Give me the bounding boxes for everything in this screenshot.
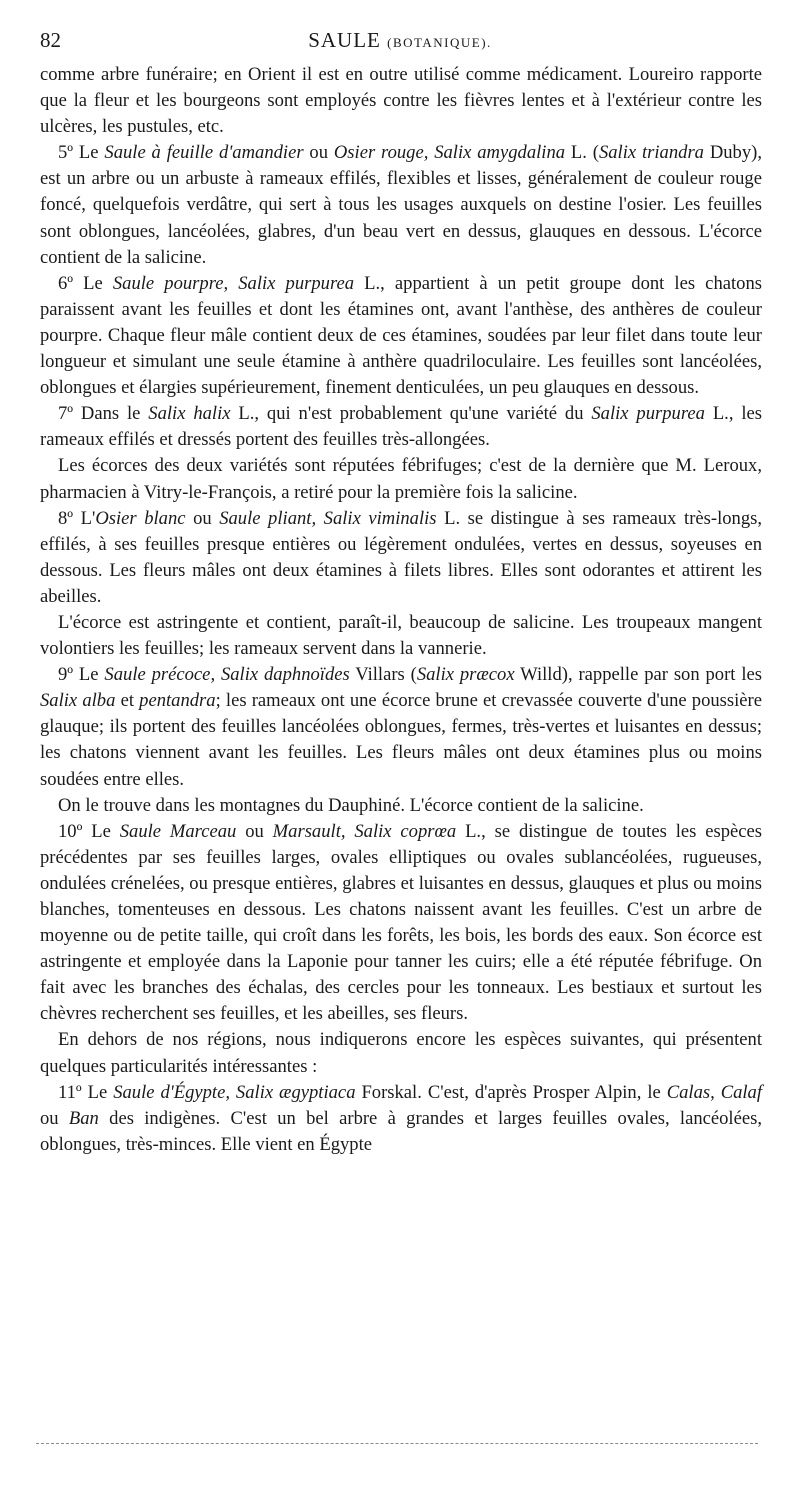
text-run: L., appartient à un petit groupe dont les chatons paraissent avant les feuilles et dont les étamines ont, avant l'anthèse, des anthères de couleur pourpre. Chaque fleur mâle contient deux de ces étamines, soudées par leur filet dans toute leur longueur et simulant une seule étamine à anthère quadriloculaire. Les feuilles sont lancéolées, oblongues et élargies supérieurement, finement denticulées, un peu glauques en dessous.	[40, 272, 762, 399]
text-run: des indigènes. C'est un bel arbre à grandes et larges feuilles ovales, lancéolées, oblongues, très-minces. Elle vient en Égypte	[40, 1107, 762, 1155]
text-run: 10º Le	[58, 820, 120, 842]
text-run: 5º Le	[58, 142, 105, 164]
paragraph	[40, 140, 762, 270]
paragraph	[40, 793, 762, 819]
italic-run: Saule Marceau	[119, 820, 237, 842]
text-run: et	[115, 690, 140, 712]
paragraph	[40, 662, 762, 792]
text-run: En dehors de nos régions, nous indiquerons encore les espèces suivantes, qui présentent quelques particularités intéressantes :	[40, 1029, 762, 1077]
text-run: Willd), rappelle par son port les	[514, 664, 762, 686]
text-run: On le trouve dans les montagnes du Dauphiné. L'écorce contient de la salicine.	[58, 794, 644, 816]
paragraph	[40, 1080, 762, 1158]
italic-run: Osier rouge, Salix amygdalina	[333, 142, 566, 164]
text-run: 6º Le	[58, 272, 113, 294]
paragraph	[40, 1027, 762, 1079]
italic-run: pentandra	[139, 690, 216, 712]
text-run: ou	[236, 820, 273, 842]
paragraph	[40, 62, 762, 140]
text-run: Duby), est un arbre ou un arbuste à rameaux effilés, flexibles et lisses, généralement de couleur rouge foncé, quelquefois verdâtre, qui sert à tous les usages auxquels on destine l'osier. Les feuilles sont oblongues, lancéolées, glabres, d'un beau vert en dessus, glauques en dessous. L'écorce contient de la salicine.	[40, 142, 762, 268]
italic-run: Salix triandra	[598, 142, 704, 164]
italic-run: Osier blanc	[95, 507, 186, 529]
text-run: Les écorces des deux variétés sont réputées fébrifuges; c'est de la dernière que M. Leroux, pharmacien à Vitry-le-François, a retiré pour la première fois la salicine.	[40, 455, 762, 503]
text-run: 9º Le	[58, 664, 105, 686]
italic-run: Saule d'Égypte, Salix ægyptiaca	[113, 1081, 356, 1103]
text-run: L., se distingue de toutes les espèces précédentes par ses feuilles larges, ovales elliptiques ou ovales sublancéolées, rugueuses, ondulées crénelées, ou presque entières, glabres et luisantes en dessus, glauques et plus ou moins blanches, tomenteuses en dessous. Les chatons naissent avant les feuilles. C'est un arbre de moyenne ou de petite taille, qui croît dans les forêts, les bois, les bords des eaux. Son écorce est astringente et employée dans la Laponie pour tanner les cuirs; elle a été réputée fébrifuge. On fait avec les branches des échalas, des cercles pour les tonneaux. Les bestiaux et surtout les chèvres recherchent ses feuilles, et les abeilles, ses fleurs.	[40, 820, 762, 1025]
text-run: L. se distingue à ses rameaux très-longs, effilés, à ses feuilles presque entières ou légèrement ondulées, vertes en dessus, soyeuses en dessous. Les fleurs mâles ont deux étamines à filets libres. Elles sont odorantes et attirent les abeilles.	[40, 507, 763, 607]
italic-run: Salix halix	[148, 403, 231, 425]
text-run: 8º L'	[58, 507, 96, 529]
page-number: 82	[40, 28, 61, 52]
text-run: L., les rameaux effilés et dressés portent des feuilles très-allongées.	[40, 403, 762, 451]
italic-run: Marsault, Salix coprœa	[272, 820, 457, 842]
text-run: L. (	[565, 142, 599, 164]
paragraph	[40, 610, 762, 662]
italic-run: Saule à feuille d'amandier	[104, 142, 304, 164]
text-run: L'écorce est astringente et contient, paraît-il, beaucoup de salicine. Les troupeaux mangent volontiers les feuilles; les rameaux servent dans la vannerie.	[40, 611, 762, 660]
paragraph	[40, 506, 762, 610]
italic-run: Ban	[68, 1107, 99, 1129]
body-text	[40, 62, 762, 1158]
running-title-sub: (BOTANIQUE).	[387, 35, 492, 50]
italic-run: Saule pourpre, Salix purpurea	[112, 272, 355, 294]
paragraph	[40, 401, 762, 453]
italic-run: Calas, Calaf	[666, 1081, 763, 1103]
text-run: Villars (	[349, 664, 417, 686]
text-run: 7º Dans le	[58, 403, 149, 425]
text-run: ou	[40, 1107, 69, 1129]
text-run: 11º Le	[58, 1081, 114, 1103]
text-run: comme arbre funéraire; en Orient il est en outre utilisé comme médicament. Loureiro rapporte que la fleur et les bourgeons sont employés contre les fièvres lentes et à l'extérieur contre les ulcères, les pustules, etc.	[40, 64, 762, 138]
italic-run: Saule précoce, Salix daphnoïdes	[104, 664, 350, 686]
italic-run: Salix præcox	[416, 664, 515, 686]
text-run: ou	[303, 142, 334, 164]
text-run: ; les rameaux ont une écorce brune et crevassée couverte d'une poussière glauque; ils portent des feuilles lancéolées oblongues, fermes, très-vertes et luisantes en dessus; les chatons viennent avant les feuilles. Les fleurs mâles ont deux étamines plus ou moins soudées entre elles.	[40, 690, 763, 790]
paragraph	[40, 819, 762, 1028]
text-run: ou	[185, 507, 220, 529]
text-run: Forskal. C'est, d'après Prosper Alpin, le	[355, 1081, 667, 1103]
text-run: L., qui n'est probablement qu'une variété du	[230, 403, 592, 425]
paragraph	[40, 271, 762, 401]
italic-run: Salix purpurea	[591, 403, 705, 425]
page-header	[40, 28, 760, 60]
bottom-divider	[36, 1443, 758, 1444]
italic-run: Salix alba	[40, 690, 116, 712]
italic-run: Saule pliant, Salix viminalis	[219, 507, 437, 529]
running-title-main: SAULE	[308, 28, 381, 52]
running-title	[40, 28, 760, 53]
paragraph	[40, 453, 762, 505]
